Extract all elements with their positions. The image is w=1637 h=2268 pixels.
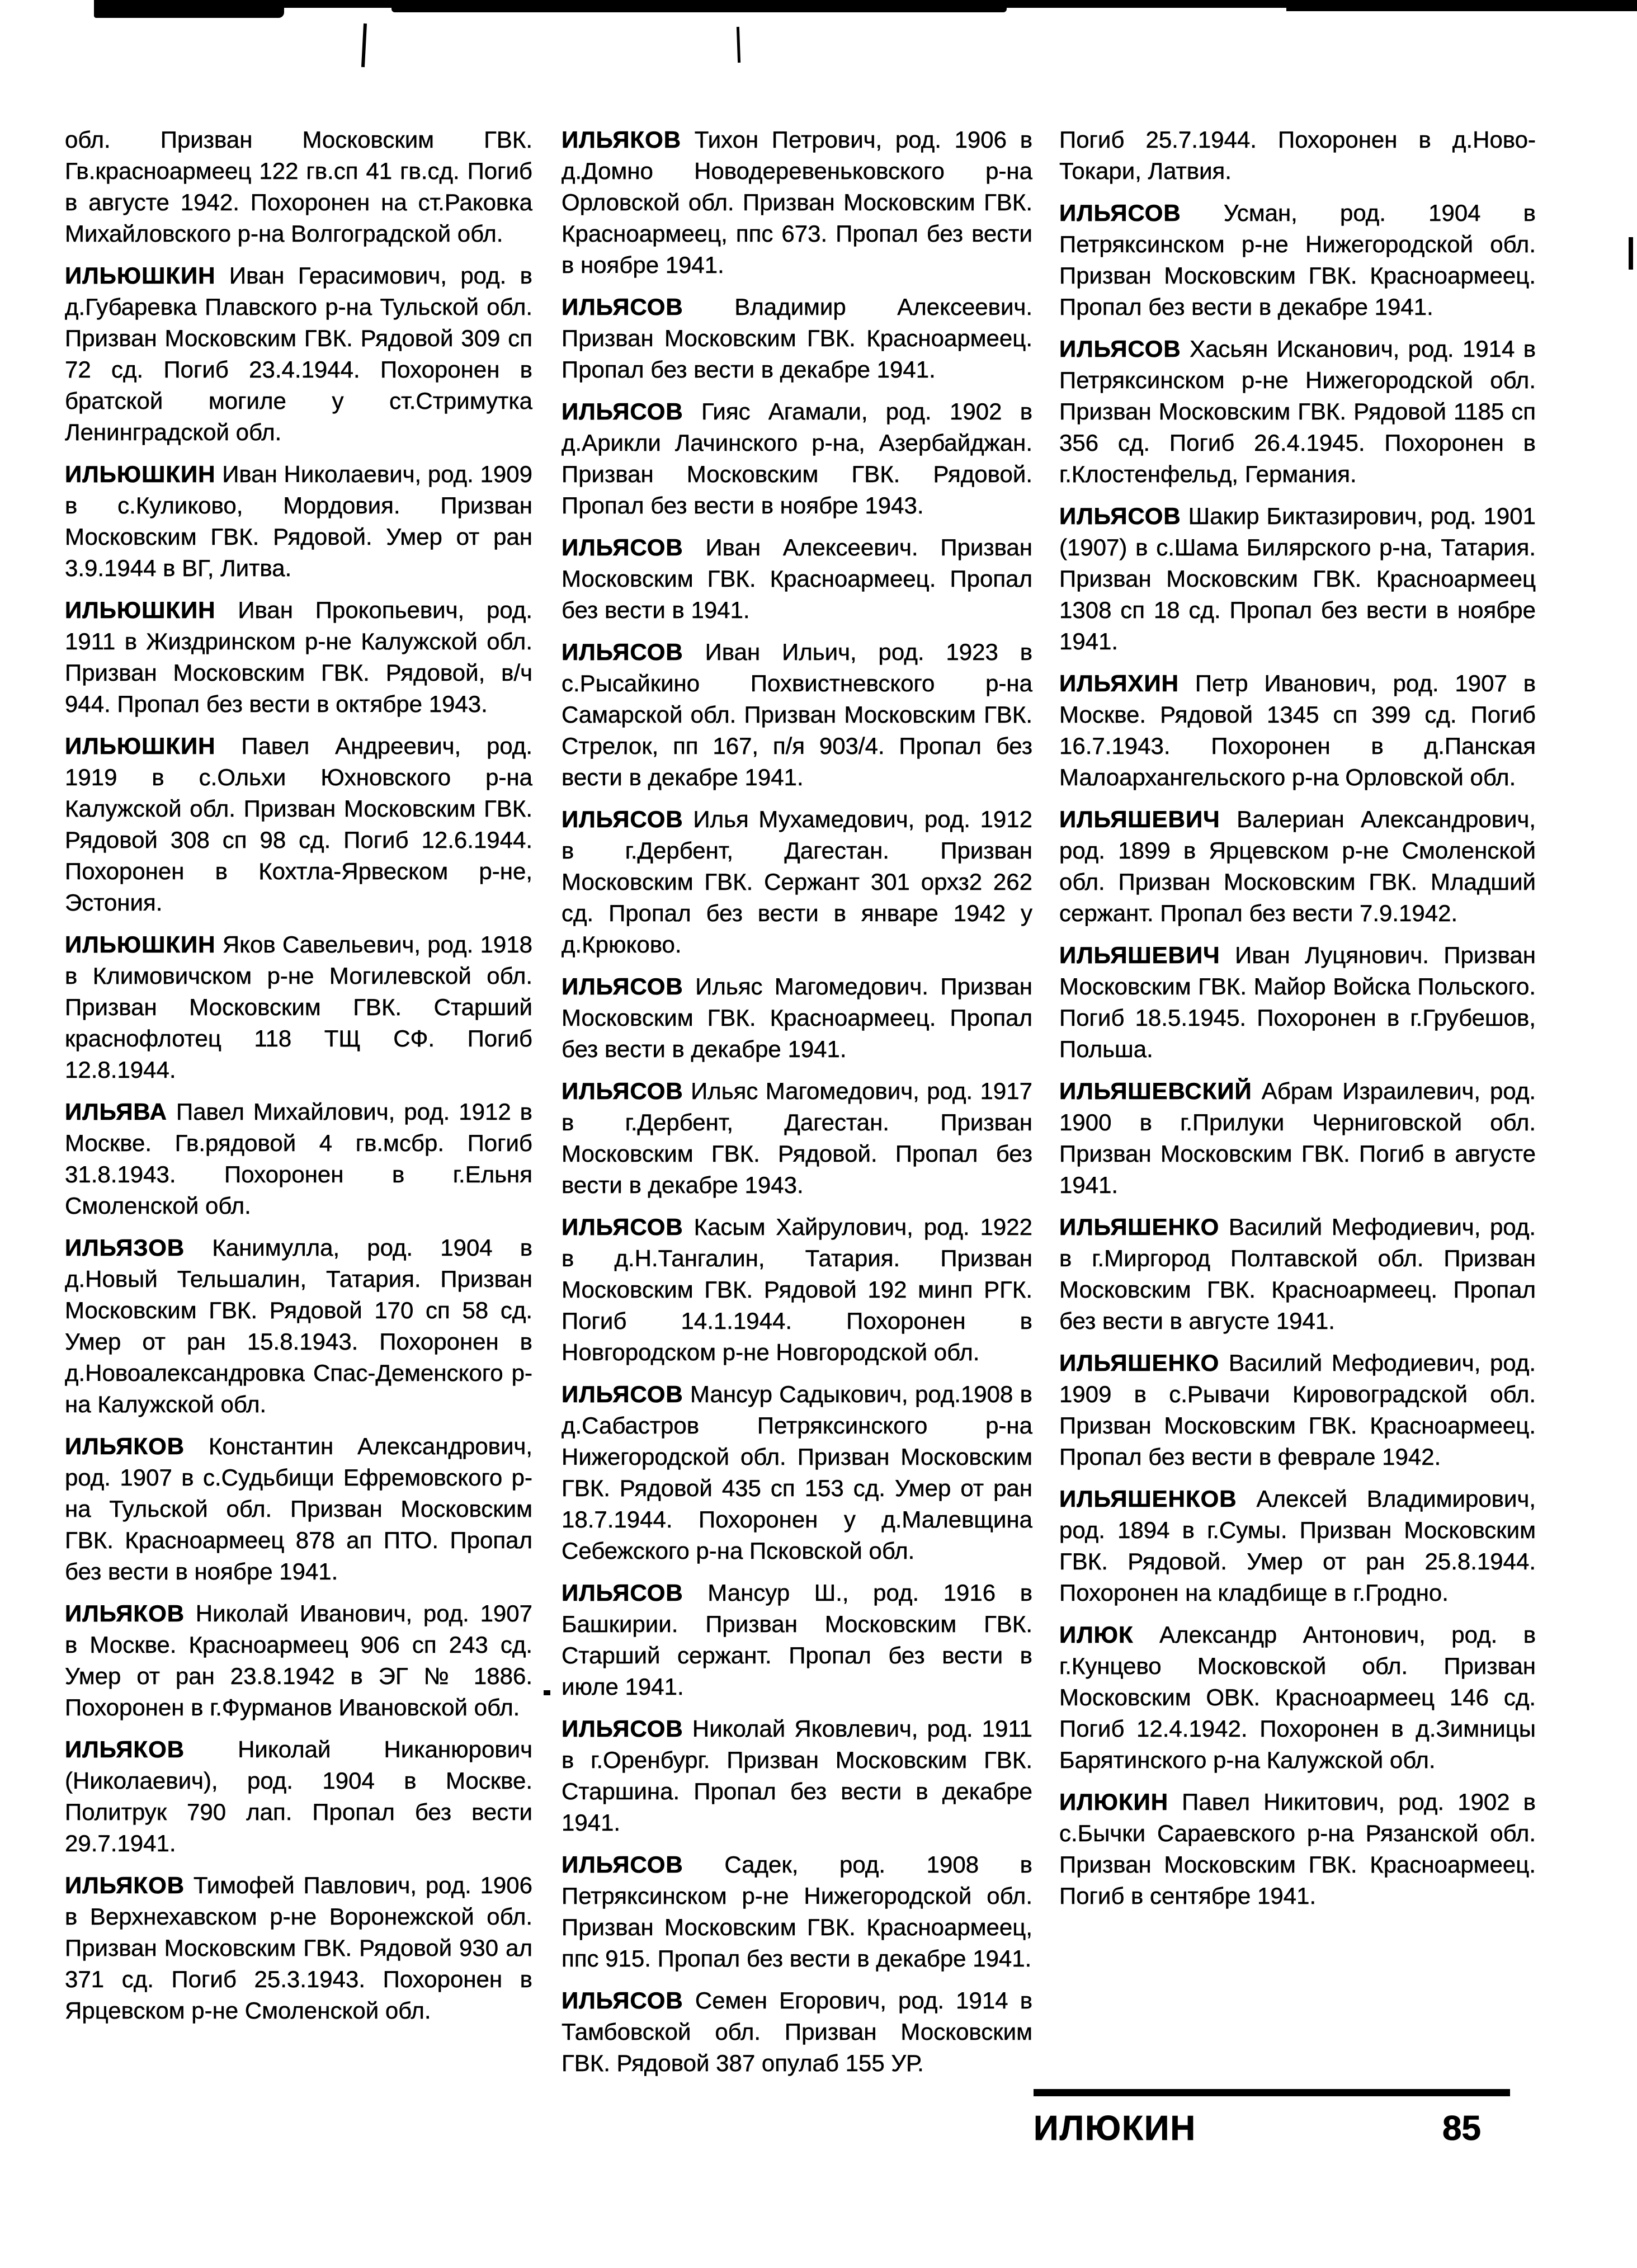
memorial-entry bbox=[562, 971, 1032, 1065]
memorial-entry bbox=[1059, 804, 1536, 929]
memorial-entry bbox=[562, 1849, 1032, 1974]
entry-text: Иван Алексеевич. Призван Московским ГВК. Красноармеец. Пропал без вести в 1941. bbox=[562, 534, 1033, 623]
entry-surname: ИЛЬЯКОВ bbox=[65, 1433, 185, 1459]
entry-text: Гияс Агамали, род. 1902 в д.Арикли Лачинского р-на, Азербайджан. Призван Московским ГВК. Рядовой. Пропал без вести в ноябре 1943. bbox=[562, 398, 1033, 518]
entry-surname: ИЛЬЯСОВ bbox=[562, 294, 683, 320]
text-column-2 bbox=[562, 124, 1032, 2090]
memorial-entry bbox=[562, 1076, 1032, 1201]
page-footer bbox=[1034, 2089, 1510, 2148]
memorial-entry bbox=[562, 1713, 1032, 1838]
memorial-entry bbox=[1059, 940, 1536, 1065]
entry-surname: ИЛЬЯСОВ bbox=[562, 1851, 683, 1878]
entry-text: Павел Никитович, род. 1902 в с.Бычки Сараевского р-на Рязанской обл. Призван Московским ГВК. Красноармеец. Погиб в сентябре 1941. bbox=[1059, 1789, 1536, 1909]
entry-surname: ИЛЬЮШКИН bbox=[65, 597, 216, 623]
entry-text: Тихон Петрович, род. 1906 в д.Домно Новодеревеньковского р-на Орловской обл. Призван Московским ГВК. Красноармеец, ппс 673. Пропал без вести в ноябре 1941. bbox=[562, 126, 1032, 278]
entry-text: Александр Антонович, род. в г.Кунцево Московской обл. Призван Московским ОВК. Красноармеец 146 сд. Погиб 12.4.1942. Похоронен в д.Зимницы Барятинского р-на Калужской обл. bbox=[1059, 1621, 1536, 1773]
entry-text: Петр Иванович, род. 1907 в Москве. Рядовой 1345 сп 399 сд. Погиб 16.7.1943. Похоронен в д.Панская Малоархангельского р-на Орловской обл. bbox=[1059, 670, 1536, 790]
entry-surname: ИЛЬЯШЕНКО bbox=[1059, 1350, 1220, 1376]
entry-text: Ильяс Магомедович. Призван Московским ГВК. Красноармеец. Пропал без вести в декабре 1941. bbox=[562, 973, 1033, 1062]
entry-text: Николай Яковлевич, род. 1911 в г.Оренбург. Призван Московским ГВК. Старшина. Пропал без вести в декабре 1941. bbox=[562, 1715, 1032, 1836]
entry-surname: ИЛЬЯСОВ bbox=[562, 534, 683, 560]
memorial-entry bbox=[1059, 333, 1536, 490]
entry-surname: ИЛЬЯСОВ bbox=[562, 1579, 683, 1606]
entry-surname: ИЛЬЯКОВ bbox=[65, 1736, 185, 1762]
entry-surname: ИЛЬЯСОВ bbox=[562, 398, 683, 425]
entry-surname: ИЛЬЮШКИН bbox=[65, 262, 216, 289]
memorial-entry bbox=[65, 1232, 532, 1420]
entry-text: Николай Никанюрович (Николаевич), род. 1904 в Москве. Политрук 790 лап. Пропал без вести 29.7.1941. bbox=[65, 1736, 532, 1856]
memorial-entry bbox=[65, 1734, 532, 1859]
entry-text: Садек, род. 1908 в Петряксинском р-не Нижегородской обл. Призван Московским ГВК. Красноармеец, ппс 915. Пропал без вести в декабре 1941. bbox=[562, 1851, 1032, 1972]
memorial-entry bbox=[562, 291, 1032, 385]
memorial-entry bbox=[65, 1598, 532, 1723]
entry-text: Иван Герасимович, род. в д.Губаревка Плавского р-на Тульской обл. Призван Московским ГВК. Рядовой 309 сп 72 сд. Погиб 23.4.1944. Похоронен в братской могиле у ст.Стримутка Ленинградской обл. bbox=[65, 262, 532, 445]
entry-text: Иван Луцянович. Призван Московским ГВК. Майор Войска Польского. Погиб 18.5.1945. Похоронен в г.Грубешов, Польша. bbox=[1059, 942, 1536, 1062]
memorial-entry bbox=[562, 804, 1032, 960]
memorial-entry bbox=[1059, 1076, 1536, 1201]
entry-surname: ИЛЬЯСОВ bbox=[562, 1715, 683, 1742]
entry-text: Погиб 25.7.1944. Похоронен в д.Ново-Токари, Латвия. bbox=[1059, 126, 1536, 184]
memorial-entry bbox=[562, 124, 1032, 281]
entry-surname: ИЛЬЯХИН bbox=[1059, 670, 1179, 696]
entry-text: Иван Николаевич, род. 1909 в с.Куликово, Мордовия. Призван Московским ГВК. Рядовой. Умер от ран 3.9.1944 в ВГ, Литва. bbox=[65, 461, 532, 581]
entry-text: Василий Мефодиевич, род. в г.Миргород Полтавской обл. Призван Московским ГВК. Красноармеец. Пропал без вести в августе 1941. bbox=[1059, 1214, 1536, 1334]
memorial-entry bbox=[1059, 1211, 1536, 1337]
entry-text: Владимир Алексеевич. Призван Московским ГВК. Красноармеец. Пропал без вести в декабре 1941. bbox=[562, 294, 1032, 383]
entry-text: Павел Андреевич, род. 1919 в с.Ольхи Юхновского р-на Калужской обл. Призван Московским ГВК. Рядовой 308 сп 98 сд. Погиб 12.6.1944. Похоронен в Кохтла-Ярвеском р-не, Эстония. bbox=[65, 733, 533, 916]
memorial-entry bbox=[65, 260, 532, 448]
entry-text: Шакир Биктазирович, род. 1901 (1907) в с.Шама Билярского р-на, Татария. Призван Московским ГВК. Красноармеец 1308 сп 18 сд. Пропал без вести в ноябре 1941. bbox=[1059, 503, 1536, 654]
memorial-entry bbox=[65, 595, 532, 720]
entry-text: Константин Александрович, род. 1907 в с.Судьбищи Ефремовского р-на Тульской обл. Призван Московским ГВК. Красноармеец 878 ап ПТО. Пропал без вести в ноябре 1941. bbox=[65, 1433, 532, 1585]
entry-text: Ильяс Магомедович, род. 1917 в г.Дербент, Дагестан. Призван Московским ГВК. Рядовой. Пропал без вести в декабре 1943. bbox=[562, 1078, 1032, 1198]
entry-surname: ИЛЬЯКОВ bbox=[65, 1872, 185, 1898]
memorial-entry bbox=[65, 1096, 532, 1222]
entry-text: Усман, род. 1904 в Петряксинском р-не Нижегородской обл. Призван Московским ГВК. Красноармеец. Пропал без вести в декабре 1941. bbox=[1059, 200, 1536, 320]
entry-surname: ИЛЬЯШЕВСКИЙ bbox=[1059, 1078, 1252, 1104]
scan-speck bbox=[544, 1690, 550, 1695]
memorial-entry bbox=[1059, 1347, 1536, 1473]
entry-surname: ИЛЬЮШКИН bbox=[65, 931, 216, 958]
entry-text: Тимофей Павлович, род. 1906 в Верхнехавском р-не Воронежской обл. Призван Московским ГВК. Рядовой 930 ал 371 сд. Погиб 25.3.1943. Похоронен в Ярцевском р-не Смоленской обл. bbox=[65, 1872, 532, 2024]
entry-text: Алексей Владимирович, род. 1894 в г.Сумы. Призван Московским ГВК. Рядовой. Умер от ран 25.8.1944. Похоронен на кладбище в г.Гродно. bbox=[1059, 1486, 1536, 1606]
entry-surname: ИЛЮКИН bbox=[1059, 1789, 1169, 1815]
entry-surname: ИЛЬЯСОВ bbox=[1059, 336, 1181, 362]
scan-speck bbox=[737, 27, 740, 63]
memorial-entry bbox=[562, 396, 1032, 521]
entry-text: Семен Егорович, род. 1914 в Тамбовской обл. Призван Московским ГВК. Рядовой 387 опулаб 155 УР. bbox=[562, 1987, 1033, 2076]
entry-surname: ИЛЬЯСОВ bbox=[562, 639, 683, 665]
memorial-entry bbox=[1059, 1483, 1536, 1609]
entry-surname: ИЛЬЯВА bbox=[65, 1098, 168, 1125]
memorial-entry bbox=[65, 1870, 532, 2026]
memorial-entry bbox=[65, 730, 532, 918]
page-number: 85 bbox=[1442, 2109, 1481, 2148]
entry-surname: ИЛЬЯКОВ bbox=[562, 126, 682, 153]
entry-surname: ИЛЬЯШЕВИЧ bbox=[1059, 806, 1220, 832]
memorial-entry bbox=[562, 1577, 1032, 1703]
scan-speck bbox=[361, 23, 367, 67]
text-column-3 bbox=[1059, 124, 1536, 1922]
scan-edge-artifact bbox=[1286, 0, 1637, 11]
entry-surname: ИЛЬЮШКИН bbox=[65, 461, 216, 487]
entry-text: Николай Иванович, род. 1907 в Москве. Красноармеец 906 сп 243 сд. Умер от ран 23.8.1942 в ЭГ № 1886. Похоронен в г.Фурманов Ивановской обл. bbox=[65, 1600, 532, 1720]
entry-surname: ИЛЬЯШЕВИЧ bbox=[1059, 942, 1220, 968]
entry-surname: ИЛЬЯСОВ bbox=[562, 973, 683, 999]
entry-surname: ИЛЬЯШЕНКО bbox=[1059, 1214, 1220, 1240]
entry-text: Илья Мухамедович, род. 1912 в г.Дербент, Дагестан. Призван Московским ГВК. Сержант 301 орхз2 262 сд. Пропал без вести в январе 1942 у д.Крюково. bbox=[562, 806, 1033, 958]
entry-text: Яков Савельевич, род. 1918 в Климовичском р-не Могилевской обл. Призван Московским ГВК. Старший краснофлотец 118 ТЩ СФ. Погиб 12.8.1944. bbox=[65, 931, 533, 1083]
memorial-entry bbox=[1059, 501, 1536, 657]
memorial-entry bbox=[65, 459, 532, 584]
entry-text: Павел Михайлович, род. 1912 в Москве. Гв.рядовой 4 гв.мсбр. Погиб 31.8.1943. Похоронен в г.Ельня Смоленской обл. bbox=[65, 1098, 532, 1219]
memorial-entry bbox=[562, 1985, 1032, 2079]
memorial-entry bbox=[65, 124, 532, 249]
entry-text: Мансур Садыкович, род.1908 в д.Сабастров Петряксинского р-на Нижегородской обл. Призван Московским ГВК. Рядовой 435 сп 153 сд. Умер от ран 18.7.1944. Похоронен у д.Малевщина Себежского р-на Псковской обл. bbox=[562, 1381, 1032, 1564]
entry-text: Касым Хайрулович, род. 1922 в д.Н.Тангалин, Татария. Призван Московским ГВК. Рядовой 192 минп РГК. Погиб 14.1.1944. Похоронен в Новгородском р-не Новгородской обл. bbox=[562, 1214, 1032, 1365]
entry-surname: ИЛЬЯСОВ bbox=[562, 1078, 683, 1104]
text-column-1 bbox=[65, 124, 532, 2037]
entry-text: Иван Прокопьевич, род. 1911 в Жиздринском р-не Калужской обл. Призван Московским ГВК. Рядовой, в/ч 944. Пропал без вести в октябре 1943. bbox=[65, 597, 532, 717]
entry-surname: ИЛЬЯСОВ bbox=[562, 1214, 683, 1240]
memorial-entry bbox=[1059, 124, 1536, 187]
entry-text: Мансур Ш., род. 1916 в Башкирии. Призван Московским ГВК. Старший сержант. Пропал без вести в июле 1941. bbox=[562, 1579, 1033, 1700]
entry-text: Валериан Александрович, род. 1899 в Ярцевском р-не Смоленской обл. Призван Московским ГВК. Младший сержант. Пропал без вести 7.9.1942. bbox=[1059, 806, 1536, 926]
footer-keyword: ИЛЮКИН bbox=[1034, 2109, 1197, 2148]
entry-surname: ИЛЮК bbox=[1059, 1621, 1134, 1648]
entry-surname: ИЛЬЮШКИН bbox=[65, 733, 216, 759]
memorial-entry bbox=[562, 1211, 1032, 1368]
entry-surname: ИЛЬЯСОВ bbox=[562, 1987, 683, 2014]
entry-text: Иван Ильич, род. 1923 в с.Рысайкино Похвистневского р-на Самарской обл. Призван Московским ГВК. Стрелок, пп 167, п/я 903/4. Пропал без вести в декабре 1941. bbox=[562, 639, 1033, 790]
memorial-entry bbox=[65, 929, 532, 1086]
entry-surname: ИЛЬЯСОВ bbox=[562, 806, 683, 832]
entry-text: Абрам Израилевич, род. 1900 в г.Прилуки Черниговской обл. Призван Московским ГВК. Погиб в августе 1941. bbox=[1059, 1078, 1536, 1198]
memorial-entry bbox=[1059, 1786, 1536, 1912]
memorial-entry bbox=[1059, 1619, 1536, 1776]
memorial-entry bbox=[562, 1379, 1032, 1567]
entry-text: обл. Призван Московским ГВК. Гв.красноармеец 122 гв.сп 41 гв.сд. Погиб в августе 1942. Похоронен на ст.Раковка Михайловского р-на Волгоградской обл. bbox=[65, 126, 532, 247]
entry-surname: ИЛЬЯЗОВ bbox=[65, 1234, 185, 1261]
scan-speck bbox=[1629, 237, 1633, 270]
scan-edge-artifact bbox=[391, 0, 1007, 12]
memorial-entry bbox=[65, 1431, 532, 1587]
entry-text: Василий Мефодиевич, род. 1909 в с.Рывачи Кировоградской обл. Призван Московским ГВК. Красноармеец. Пропал без вести в феврале 1942. bbox=[1059, 1350, 1536, 1470]
entry-text: Хасьян Исканович, род. 1914 в Петряксинском р-не Нижегородской обл. Призван Московским ГВК. Рядовой 1185 сп 356 сд. Погиб 26.4.1945. Похоронен в г.Клостенфельд, Германия. bbox=[1059, 336, 1536, 487]
memorial-entry bbox=[1059, 197, 1536, 323]
scan-edge-artifact bbox=[94, 0, 284, 18]
entry-surname: ИЛЬЯСОВ bbox=[1059, 200, 1181, 226]
memorial-entry bbox=[562, 532, 1032, 626]
entry-text: Канимулла, род. 1904 в д.Новый Тельшалин, Татария. Призван Московским ГВК. Рядовой 170 сп 58 сд. Умер от ран 15.8.1943. Похоронен в д.Новоалександровка Спас-Деменского р-на Калужской обл. bbox=[65, 1234, 533, 1417]
entry-surname: ИЛЬЯСОВ bbox=[562, 1381, 683, 1407]
memorial-entry bbox=[562, 636, 1032, 793]
entry-surname: ИЛЬЯСОВ bbox=[1059, 503, 1181, 529]
entry-surname: ИЛЬЯШЕНКОВ bbox=[1059, 1486, 1237, 1512]
memorial-entry bbox=[1059, 668, 1536, 793]
entry-surname: ИЛЬЯКОВ bbox=[65, 1600, 185, 1626]
